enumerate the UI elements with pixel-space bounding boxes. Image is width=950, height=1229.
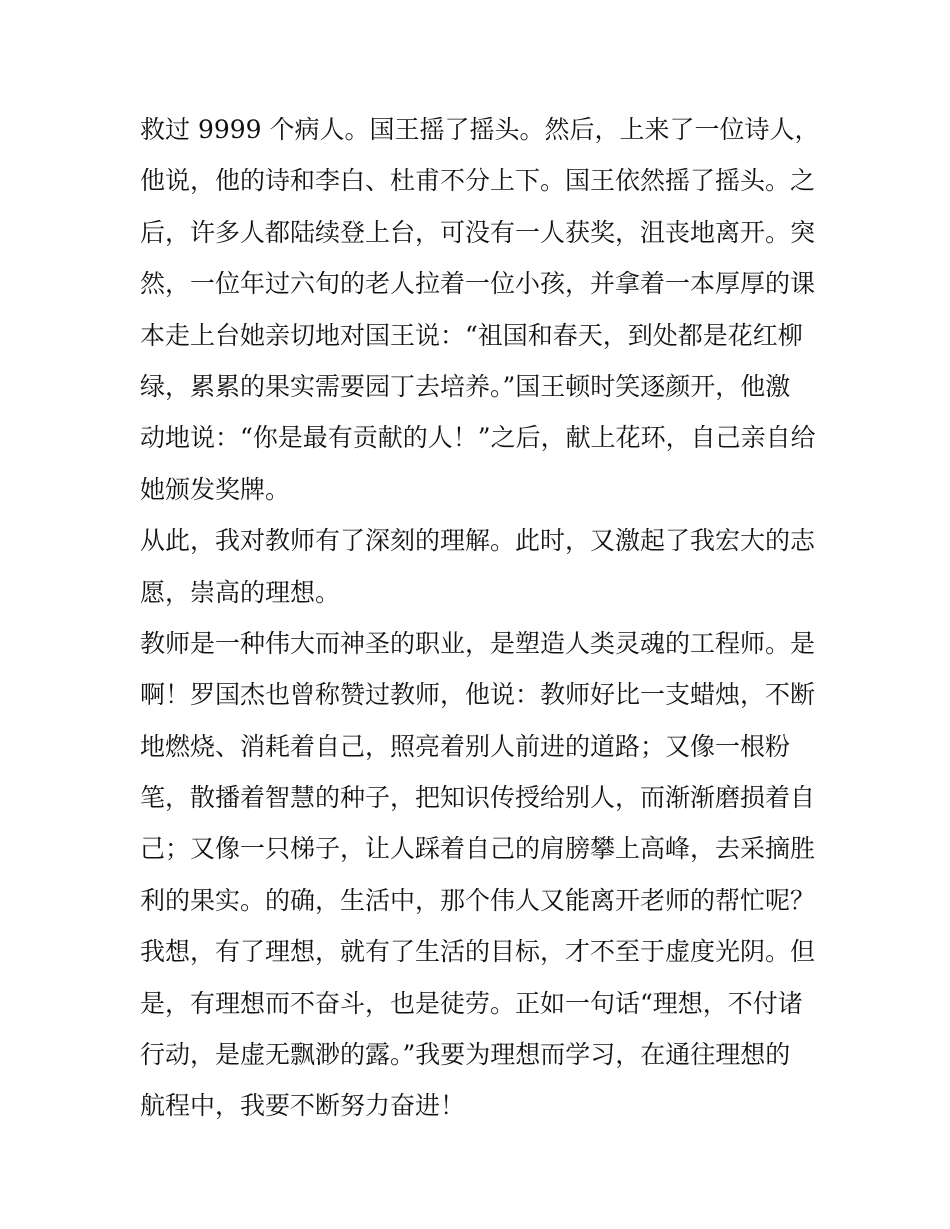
text-line: 她颁发奖牌。 (140, 474, 291, 504)
text-line: 航程中，我要不断努力奋进！ (140, 1091, 466, 1121)
text-line: 我想，有了理想，就有了生活的目标，才不至于虚度光阴。但 (140, 937, 816, 967)
text-line: 后，许多人都陆续登上台，可没有一人获奖，沮丧地离开。突 (140, 217, 816, 247)
text-line: 然，一位年过六旬的老人拉着一位小孩，并拿着一本厚厚的课 (140, 269, 816, 299)
text-line: 利的果实。的确，生活中，那个伟人又能离开老师的帮忙呢？ (140, 885, 816, 915)
text-line: 愿，崇高的理想。 (140, 577, 341, 607)
text-line: 行动，是虚无飘渺的露。”我要为理想而学习，在通往理想的 (140, 1040, 791, 1070)
text-line: 绿，累累的果实需要园丁去培养。”国王顿时笑逐颜开，他激 (140, 371, 791, 401)
text-line: 啊！罗国杰也曾称赞过教师，他说：教师好比一支蜡烛，不断 (140, 680, 816, 710)
text-line: 己；又像一只梯子，让人踩着自己的肩膀攀上高峰，去采摘胜 (140, 834, 816, 864)
text-line: 教师是一种伟大而神圣的职业，是塑造人类灵魂的工程师。是 (140, 628, 816, 658)
text-line: 笔，散播着智慧的种子，把知识传授给别人，而渐渐磨损着自 (140, 783, 816, 813)
text-line: 地燃烧、消耗着自己，照亮着别人前进的道路；又像一根粉 (140, 731, 791, 761)
text-line: 救过 9999 个病人。国王摇了摇头。然后，上来了一位诗人， (140, 115, 820, 144)
body-text (140, 104, 820, 1132)
text-line: 他说，他的诗和李白、杜甫不分上下。国王依然摇了摇头。之 (140, 166, 816, 196)
text-line: 动地说：“你是最有贡献的人！”之后，献上花环，自己亲自给 (140, 423, 816, 453)
text-line: 本走上台她亲切地对国王说：“祖国和春天，到处都是花红柳 (140, 320, 803, 350)
text-line: 从此，我对教师有了深刻的理解。此时，又激起了我宏大的志 (140, 526, 816, 556)
text-line: 是，有理想而不奋斗，也是徒劳。正如一句话“理想，不付诸 (140, 988, 803, 1018)
